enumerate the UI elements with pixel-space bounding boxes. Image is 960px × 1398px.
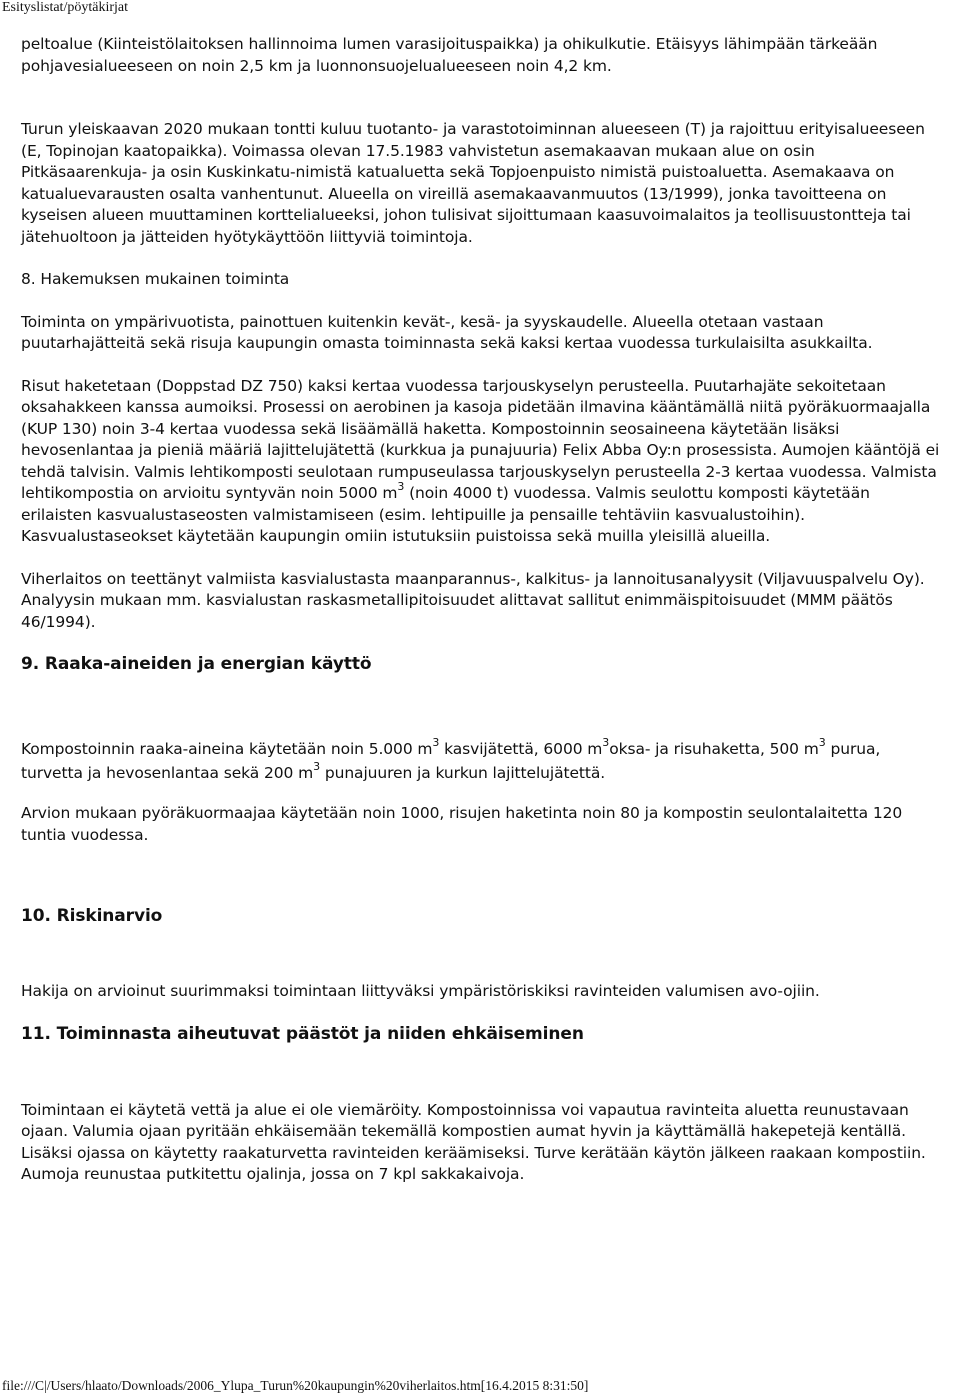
section-8-heading: 8. Hakemuksen mukainen toiminta: [21, 270, 290, 288]
section-9-text-5: punajuuren ja kurkun lajittelujätettä.: [320, 764, 606, 782]
section-8-paragraph-2: [21, 376, 941, 548]
cubic-superscript: 3: [397, 479, 405, 493]
section-10-heading: 10. Riskinarvio: [21, 906, 163, 926]
section-9-paragraph-2: Arvion mukaan pyöräkuormaajaa käytetään noin 1000, risujen haketinta noin 80 ja kompostin seulontalaitetta 120 tuntia vuodessa.: [21, 804, 903, 844]
browser-print-footer: file:///C|/Users/hlaato/Downloads/2006_Ylupa_Turun%20kaupungin%20viherlaitos.htm[16.4.2015 8:31:50]: [2, 1378, 589, 1393]
section-10-paragraph: Hakija on arvioinut suurimmaksi toimintaan liittyväksi ympäristöriskiksi ravinteiden valumisen avo-ojiin.: [21, 982, 820, 1000]
section-9-text-1: Kompostoinnin raaka-aineina käytetään noin 5.000 m: [21, 740, 433, 758]
section-9-heading: 9. Raaka-aineiden ja energian käyttö: [21, 654, 372, 674]
cubic-superscript: 3: [313, 759, 321, 773]
section-9-paragraph-1: [21, 737, 941, 785]
zoning-paragraph: Turun yleiskaavan 2020 mukaan tontti kuluu tuotanto- ja varastotoiminnan alueeseen (T) ja rajoittuu erityisalueeseen (E, Topinojan kaatopaikka). Voimassa olevan 17.5.1983 vahvistetun asemakaavan mukaan alue on osin Pitkäsaarenkuja- ja osin Kuskinkatu-nimistä katualuetta sekä Topjoenpuisto nimistä puistoaluetta. Asemakaava on katualuevarausten osalta vanhentunut. Alueella on vireillä asemakaavanmuutos (13/1999), jonka tavoitteena on kyseisen alueen muuttaminen korttelialueeksi, johon tulisivat sijoittumaan kaasuvoimalaitos ja teollisuustontteja tai jätehuoltoon ja jätteiden hyötykäyttöön liittyviä toimintoja.: [21, 120, 925, 246]
cubic-superscript: 3: [432, 735, 440, 749]
section-9-text-2: kasvijätettä, 6000 m: [439, 740, 603, 758]
document-body: [21, 34, 941, 1186]
section-8-paragraph-2-part-1: Risut haketetaan (Doppstad DZ 750) kaksi kertaa vuodessa tarjouskyselyn perusteella. Puutarhajäte sekoitetaan oksahakkeen kanssa aumoiksi. Prosessi on aerobinen ja kasoja pidetään ilmavina kääntämällä niitä pyöräkuormaajalla (KUP 130) noin 3-4 kertaa vuodessa sekä lisäämällä haketta. Kompostoinnin seosaineena käytetään lisäksi hevosenlantaa ja pieniä määriä lajittelujätettä (kurkkua ja punajuuria) Felix Abba Oy:n prosessista. Aumojen kääntöjä ei tehdä talvisin. Valmis lehtikomposti seulotaan rumpuseulassa tarjouskyselyn perusteella 2-3 kertaa vuodessa. Valmista lehtikompostia on arvioitu syntyvän noin 5000 m: [21, 376, 940, 502]
section-8-paragraph-2-part-2: (noin 4000 t) vuodessa. Valmis seulottu komposti käytetään erilaisten kasvualustaseosten valmistamiseen (esim. lehtipuille ja pensaille tehtäviin kasvualustoihin). Kasvualustaseokset käytetään kaupungin omiin istutuksiin puistoissa sekä muilla yleisillä alueilla.: [21, 484, 870, 545]
cubic-superscript: 3: [602, 735, 610, 749]
section-11-heading: 11. Toiminnasta aiheutuvat päästöt ja niiden ehkäiseminen: [21, 1023, 584, 1044]
browser-print-header: Esityslistat/pöytäkirjat: [2, 0, 128, 15]
cubic-superscript: 3: [818, 735, 826, 749]
intro-paragraph: peltoalue (Kiinteistölaitoksen hallinnoima lumen varasijoituspaikka) ja ohikulkutie. Etäisyys lähimpään tärkeään pohjavesialueeseen on noin 2,5 km ja luonnonsuojelualueeseen noin 4,2 km.: [21, 35, 878, 75]
section-9-text-3: oksa- ja risuhaketta, 500 m: [609, 740, 819, 758]
section-11-paragraph: Toimintaan ei käytetä vettä ja alue ei ole viemäröity. Kompostoinnissa voi vapautua ravinteita aluetta reunustavaan ojaan. Valumia ojaan pyritään ehkäisemään tekemällä kompostien aumat hyvin ja käyttämällä hakepetejä kentällä. Lisäksi ojassa on käytetty raakaturvetta ravinteiden keräämiseksi. Turve kerätään käytön jälkeen raakaan kompostiin. Aumoja reunustaa putkitettu ojalinja, jossa on 7 kpl sakkakaivoja.: [21, 1100, 926, 1183]
section-8-paragraph-1: Toiminta on ympärivuotista, painottuen kuitenkin kevät-, kesä- ja syyskaudelle. Alueella otetaan vastaan puutarhajätteitä sekä risuja kaupungin omasta toiminnasta sekä kaksi kertaa vuodessa turkulaisilta asukkailta.: [21, 312, 873, 352]
section-8-paragraph-3: Viherlaitos on teettänyt valmiista kasvialustasta maanparannus-, kalkitus- ja lannoitusanalyysit (Viljavuuspalvelu Oy). Analyysin mukaan mm. kasvialustan raskasmetallipitoisuudet alittavat sallitut enimmäispitoisuudet (MMM päätös 46/1994).: [21, 569, 925, 631]
section-9-text-4: purua, turvetta ja hevosenlantaa sekä 200 m: [21, 740, 881, 782]
